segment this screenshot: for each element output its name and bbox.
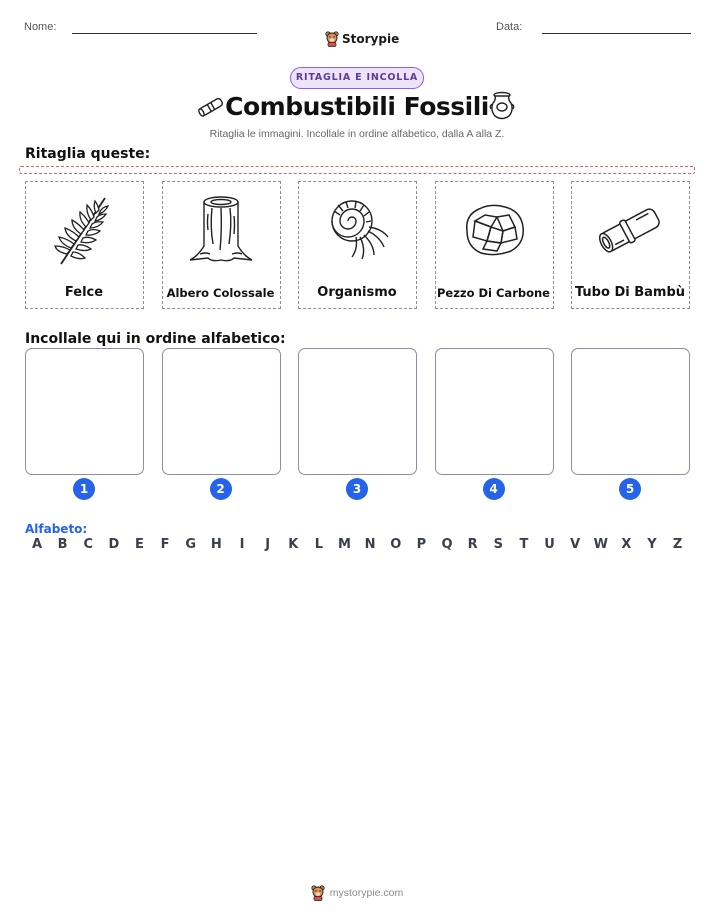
alphabet-letter: T	[519, 537, 529, 552]
cutout-card[interactable]	[435, 181, 554, 309]
name-label: Nome:	[24, 21, 57, 33]
alphabet-letter: W	[593, 537, 608, 552]
card-label: Albero Colossale	[166, 286, 275, 300]
cutout-card[interactable]	[571, 181, 690, 309]
cutout-cards	[25, 181, 690, 309]
date-field-line[interactable]	[542, 33, 691, 34]
storypie-bear-icon	[325, 31, 339, 47]
brand-name: Storypie	[342, 32, 400, 46]
alphabet-letter: Y	[647, 537, 657, 552]
name-field-line[interactable]	[72, 33, 257, 34]
paste-slot[interactable]	[435, 348, 554, 475]
footer	[0, 885, 714, 901]
footer-url[interactable]: mystorypie.com	[329, 887, 404, 899]
alphabet-letter: P	[416, 537, 427, 552]
clay-pot-icon	[487, 90, 517, 122]
ammonite-icon	[322, 197, 392, 263]
alphabet-letter: Q	[441, 537, 453, 552]
paste-slot[interactable]	[298, 348, 417, 475]
tree-stump-icon	[186, 194, 256, 266]
card-label: Pezzo Di Carbone	[436, 286, 550, 300]
alphabet-letter: R	[467, 537, 478, 552]
alphabet-row	[25, 537, 690, 555]
alphabet-letter: B	[57, 537, 68, 552]
alphabet-letter: S	[493, 537, 503, 552]
slot-number: 4	[483, 478, 505, 500]
alphabet-letter: F	[160, 537, 170, 552]
alphabet-letter: D	[108, 537, 120, 552]
paste-section-heading: Incollale qui in ordine alfabetico:	[25, 331, 286, 347]
brand-logo	[325, 31, 399, 47]
paste-slots	[25, 348, 690, 508]
cutout-card[interactable]	[162, 181, 281, 309]
slot-number: 1	[73, 478, 95, 500]
page-title: Combustibili Fossili	[225, 92, 489, 121]
alphabet-letter: M	[338, 537, 351, 552]
card-label: Felce	[64, 285, 104, 300]
alphabet-letter: E	[135, 537, 144, 552]
storypie-bear-icon	[311, 885, 325, 901]
card-label: Tubo Di Bambù	[574, 285, 686, 300]
cut-line	[19, 166, 695, 174]
cut-section-heading: Ritaglia queste:	[25, 146, 151, 162]
alphabet-letter: L	[314, 537, 324, 552]
instructions: Ritaglia le immagini. Incollale in ordine alfabetico, dalla A alla Z.	[209, 128, 505, 140]
alphabet-letter: H	[210, 537, 222, 552]
cutout-card[interactable]	[25, 181, 144, 309]
alphabet-letter: I	[239, 537, 245, 552]
alphabet-letter: C	[83, 537, 94, 552]
bamboo-tube-icon	[594, 200, 666, 260]
alphabet-letter: G	[185, 537, 197, 552]
alphabet-letter: K	[288, 537, 299, 552]
activity-badge: RITAGLIA E INCOLLA	[290, 67, 424, 89]
title-row	[0, 90, 714, 126]
paste-slot[interactable]	[25, 348, 144, 475]
cutout-card[interactable]	[298, 181, 417, 309]
alphabet-letter: X	[621, 537, 632, 552]
card-label: Organismo	[317, 285, 397, 300]
paste-slot[interactable]	[162, 348, 281, 475]
alphabet-heading: Alfabeto:	[25, 522, 88, 536]
alphabet-letter: N	[364, 537, 376, 552]
alphabet-letter: A	[31, 537, 43, 552]
alphabet-letter: U	[544, 537, 555, 552]
slot-number: 5	[619, 478, 641, 500]
paste-slot[interactable]	[571, 348, 690, 475]
date-label: Data:	[496, 21, 523, 33]
alphabet-letter: Z	[672, 537, 683, 552]
header-bar	[0, 18, 714, 46]
fern-icon	[49, 192, 119, 268]
slot-number: 2	[210, 478, 232, 500]
alphabet-letter: V	[570, 537, 581, 552]
alphabet-letter: J	[265, 537, 271, 552]
alphabet-letter: O	[390, 537, 402, 552]
coal-lump-icon	[461, 201, 527, 259]
slot-number: 3	[346, 478, 368, 500]
